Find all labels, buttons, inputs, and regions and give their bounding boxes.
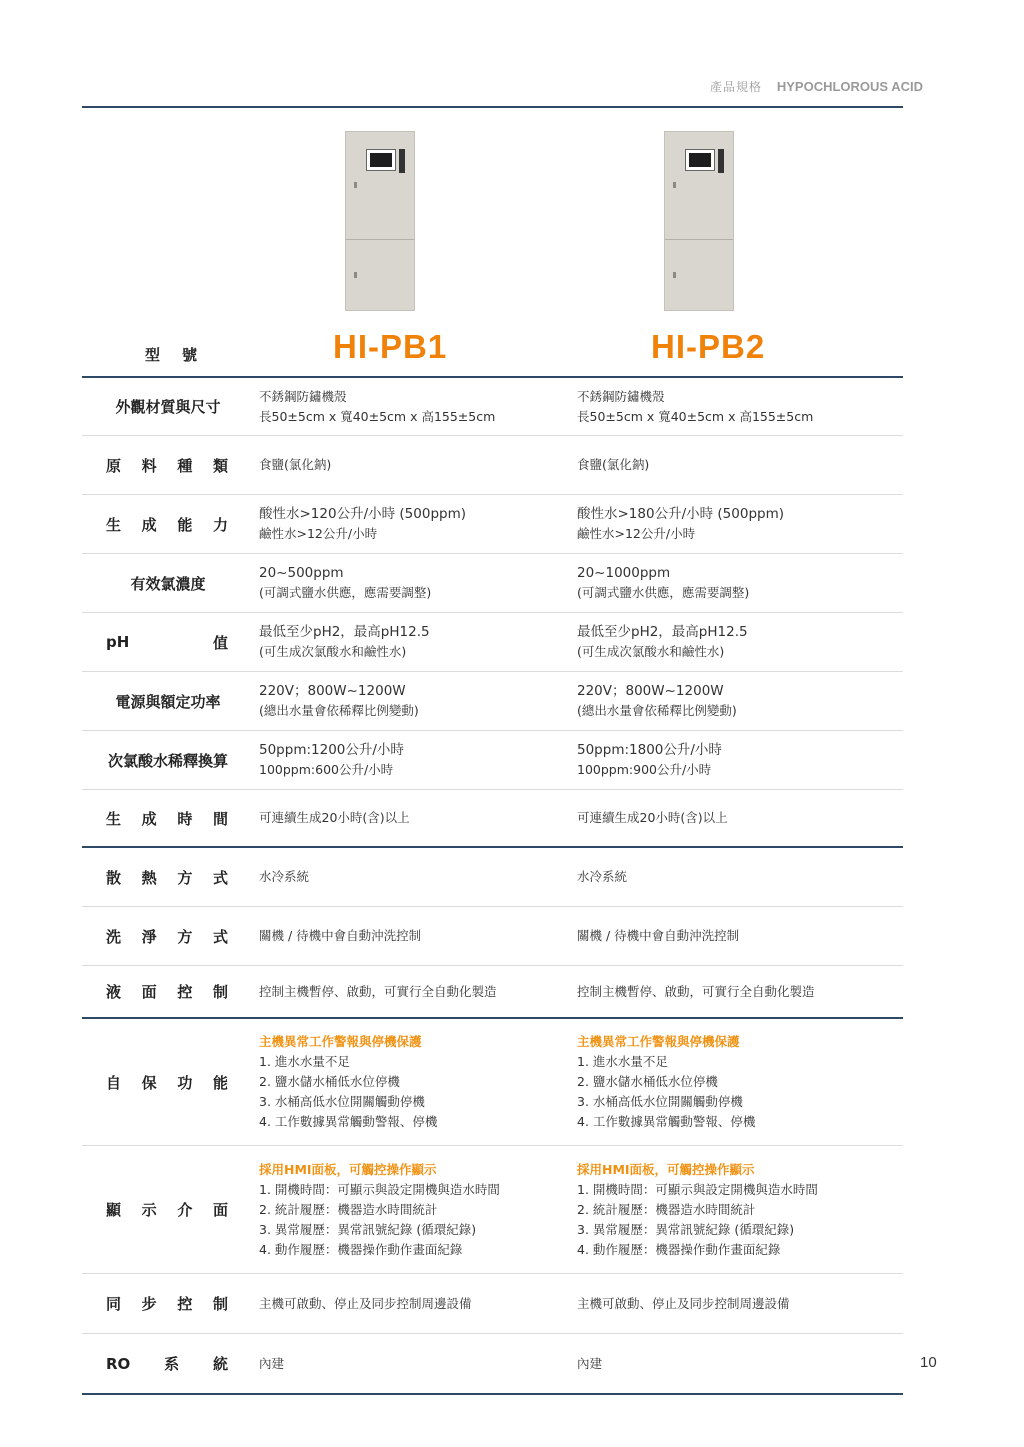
row-label: 洗 淨 方 式 [106,927,228,946]
value-line: 1. 開機時間：可顯示與設定開機與造水時間 [577,1181,818,1197]
value-line: 最低至少pH2，最高pH12.5 [259,624,430,640]
row-value-pb1 [259,731,569,789]
value-line: 1. 進水水量不足 [577,1054,668,1069]
value-line: 220V；800W~1200W [259,683,406,699]
row-label: 自 保 功 能 [106,1073,228,1092]
value-line: 220V；800W~1200W [577,683,724,699]
row-label: 電源與額定功率 [115,692,221,711]
row-value-pb1 [259,907,569,965]
row-value-pb2 [577,672,903,730]
spec-table [82,376,903,1395]
row-value-pb2 [577,436,903,494]
table-row [82,1334,903,1395]
value-line: 不銹鋼防鏽機殼 [259,388,347,404]
table-row [82,613,903,672]
top-rule [82,106,903,108]
value-line: 控制主機暫停、啟動，可實行全自動化製造 [259,983,497,999]
row-label: 同 步 控 制 [106,1295,228,1313]
value-line: 4. 工作數據異常觸動警報、停機 [259,1114,438,1129]
table-row [82,1274,903,1334]
value-line: (總出水量會依稀釋比例變動) [577,703,737,718]
row-label: 原 料 種 類 [106,456,228,475]
value-line: 3. 異常履歷：異常訊號紀錄 (循環紀錄) [259,1221,477,1237]
row-label: 顯 示 介 面 [106,1201,228,1219]
page-header [710,78,923,95]
table-row [82,790,903,848]
value-line: 水冷系統 [577,869,628,884]
row-value-pb2 [577,613,903,671]
row-value-pb1 [259,436,569,494]
table-row [82,848,903,907]
table-row [82,495,903,554]
model-label-char: 號 [182,346,220,364]
row-label: 生 成 能 力 [106,515,228,534]
row-value-pb2 [577,1274,903,1333]
value-line: 長50±5cm x 寬40±5cm x 高155±5cm [577,408,814,424]
value-line: 酸性水>120公升/小時 (500ppm) [259,506,467,522]
row-value-pb2 [577,554,903,612]
row-value-pb2 [577,1334,903,1393]
value-line: 水冷系統 [259,869,310,884]
value-line: 關機 / 待機中會自動沖洗控制 [259,928,422,943]
machine-image-pb1 [345,131,415,311]
value-line: (可調式鹽水供應，應需要調整) [577,585,750,600]
table-row [82,672,903,731]
row-value-pb2 [577,790,903,846]
header-zh: 產品規格 [710,80,763,94]
value-line: 4. 動作履歷：機器操作動作畫面紀錄 [577,1241,781,1257]
value-line: 3. 水桶高低水位開關觸動停機 [259,1094,425,1109]
table-row [82,1146,903,1274]
value-line: (總出水量會依稀釋比例變動) [259,703,419,718]
value-line: 鹼性水>12公升/小時 [577,526,696,541]
table-row [82,907,903,966]
row-value-pb1 [259,1146,569,1273]
value-line: 最低至少pH2，最高pH12.5 [577,624,748,640]
value-line: 3. 異常履歷：異常訊號紀錄 (循環紀錄) [577,1221,795,1237]
section-title: 主機異常工作警報與停機保護 [259,1034,422,1049]
row-value-pb1 [259,378,569,435]
row-value-pb1 [259,848,569,906]
value-line: 內建 [259,1355,285,1371]
row-label: 液 面 控 制 [106,983,228,1001]
machine-image-pb2 [664,131,734,311]
value-line: 2. 鹽水儲水桶低水位停機 [259,1074,400,1089]
table-row [82,966,903,1019]
value-line: 2. 統計履歷：機器造水時間統計 [259,1201,438,1217]
value-line: 鹼性水>12公升/小時 [259,526,378,541]
row-value-pb1 [259,613,569,671]
row-label: 外觀材質與尺寸 [115,398,221,416]
value-line: 食鹽(氯化鈉) [577,457,650,472]
value-line: 內建 [577,1355,603,1371]
row-value-pb1 [259,495,569,553]
row-label: 散 熱 方 式 [106,868,228,887]
value-line: (可生成次氯酸水和鹼性水) [577,644,725,659]
table-row [82,436,903,495]
model-name-pb1: HI-PB1 [333,328,448,365]
row-value-pb2 [577,495,903,553]
table-row [82,1019,903,1146]
row-value-pb2 [577,907,903,965]
row-label: 生 成 時 間 [106,809,228,828]
value-line: 主機可啟動、停止及同步控制周邊設備 [577,1295,790,1311]
value-line: (可生成次氯酸水和鹼性水) [259,644,407,659]
value-line: 酸性水>180公升/小時 (500ppm) [577,506,785,522]
value-line: 主機可啟動、停止及同步控制周邊設備 [259,1295,472,1311]
row-value-pb1 [259,554,569,612]
value-line: 4. 工作數據異常觸動警報、停機 [577,1114,756,1129]
row-value-pb2 [577,731,903,789]
value-line: 可連續生成20小時(含)以上 [259,810,410,825]
value-line: 50ppm:1200公升/小時 [259,742,404,758]
row-label: pH 值 [106,633,228,652]
model-label [145,344,219,365]
row-label: RO 系 統 [106,1354,228,1373]
value-line: 關機 / 待機中會自動沖洗控制 [577,928,740,943]
value-line: 食鹽(氯化鈉) [259,457,332,472]
model-label-char: 型 [145,346,183,364]
row-value-pb1 [259,672,569,730]
row-value-pb2 [577,1146,903,1273]
page-number: 10 [920,1354,937,1371]
section-title: 主機異常工作警報與停機保護 [577,1034,740,1049]
value-line: 3. 水桶高低水位開關觸動停機 [577,1094,743,1109]
value-line: 100ppm:900公升/小時 [577,762,712,777]
model-name-pb2: HI-PB2 [651,328,766,365]
value-line: 20~1000ppm [577,565,671,581]
value-line: 4. 動作履歷：機器操作動作畫面紀錄 [259,1241,463,1257]
value-line: 20~500ppm [259,565,344,581]
row-value-pb2 [577,848,903,906]
header-en: HYPOCHLOROUS ACID [776,79,923,94]
row-value-pb1 [259,966,569,1017]
value-line: 2. 統計履歷：機器造水時間統計 [577,1201,756,1217]
row-value-pb1 [259,1019,569,1145]
row-label: 有效氯濃度 [130,574,206,593]
row-value-pb1 [259,1274,569,1333]
section-title: 採用HMI面板，可觸控操作顯示 [577,1161,755,1177]
value-line: 不銹鋼防鏽機殼 [577,388,665,404]
row-value-pb1 [259,1334,569,1393]
value-line: 1. 開機時間：可顯示與設定開機與造水時間 [259,1181,500,1197]
table-row [82,554,903,613]
value-line: 2. 鹽水儲水桶低水位停機 [577,1074,718,1089]
row-value-pb2 [577,378,903,435]
value-line: 控制主機暫停、啟動，可實行全自動化製造 [577,983,815,999]
value-line: 長50±5cm x 寬40±5cm x 高155±5cm [259,408,496,424]
value-line: 100ppm:600公升/小時 [259,762,394,777]
value-line: 1. 進水水量不足 [259,1054,350,1069]
value-line: 可連續生成20小時(含)以上 [577,810,728,825]
value-line: 50ppm:1800公升/小時 [577,742,722,758]
table-row [82,731,903,790]
row-value-pb1 [259,790,569,846]
row-value-pb2 [577,966,903,1017]
value-line: (可調式鹽水供應，應需要調整) [259,585,432,600]
section-title: 採用HMI面板，可觸控操作顯示 [259,1161,437,1177]
row-label: 次氯酸水稀釋換算 [107,751,228,770]
row-value-pb2 [577,1019,903,1145]
table-row [82,376,903,436]
